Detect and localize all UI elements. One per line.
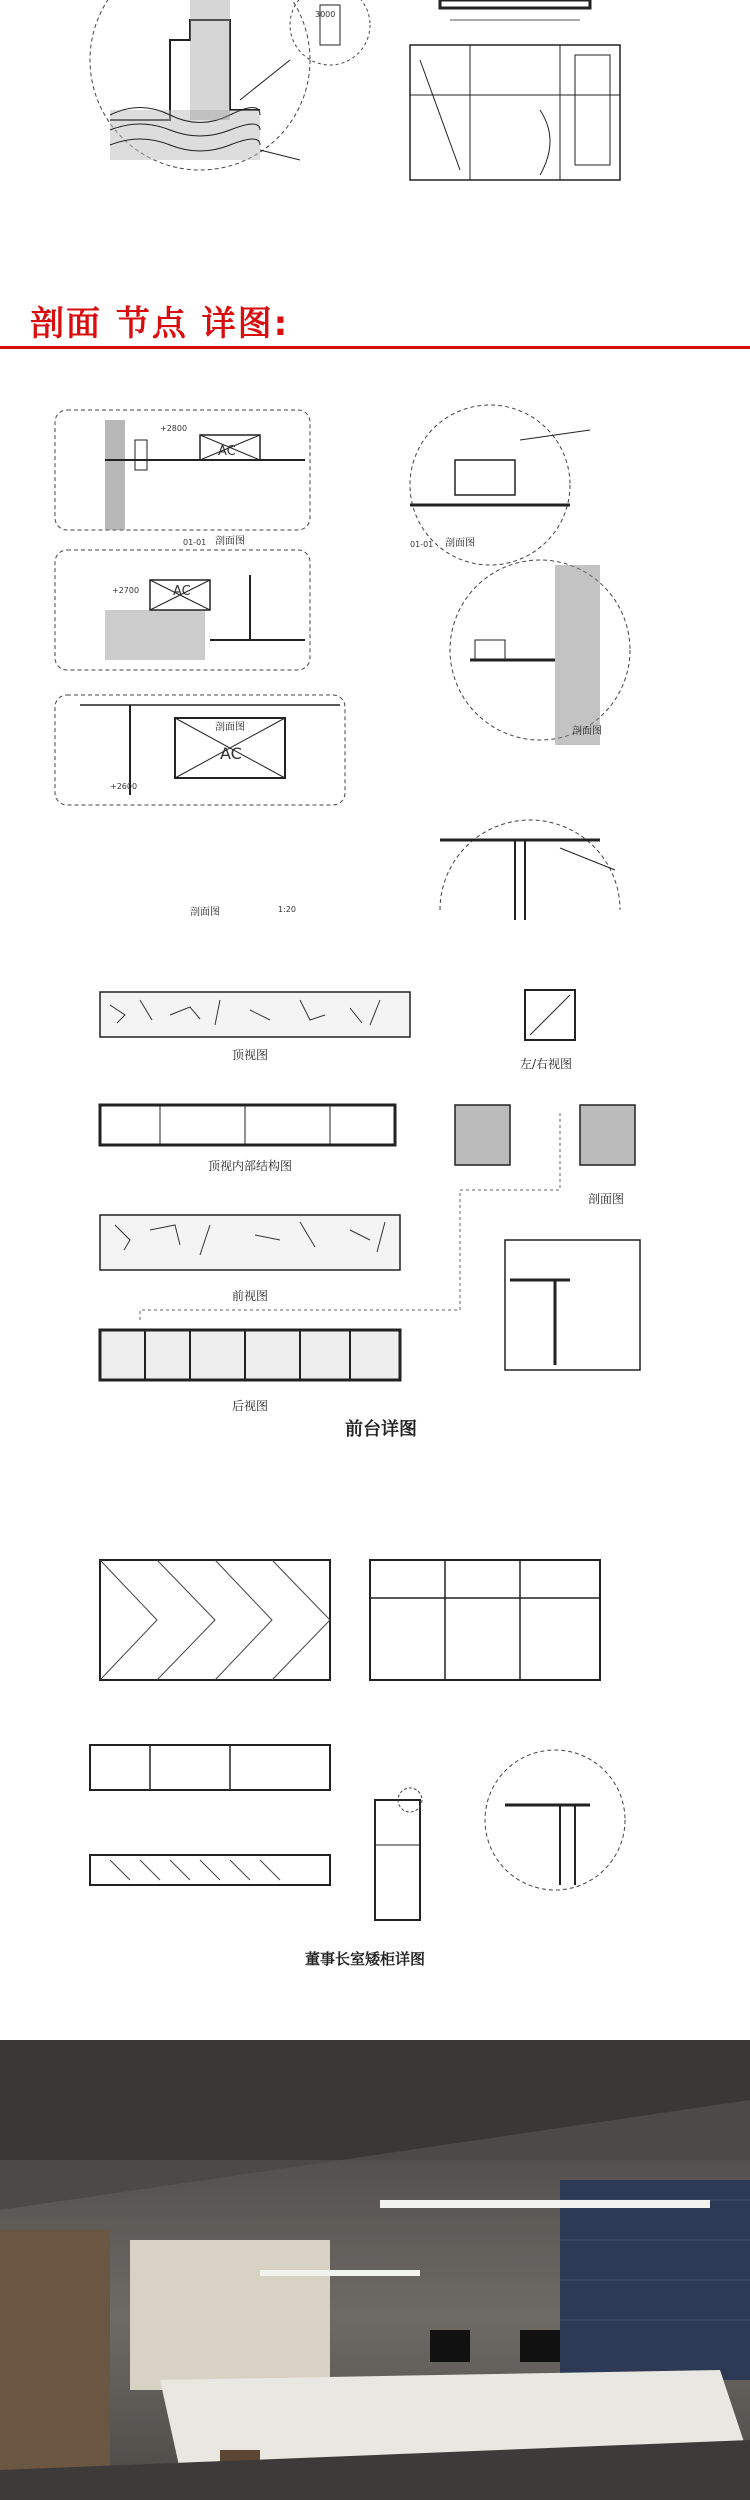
office-render-photo	[0, 2040, 750, 2500]
front-view-label: 前视图	[232, 1289, 269, 1303]
section-label-5: 剖面图	[190, 907, 220, 918]
ac-label-3: AC	[220, 744, 242, 763]
top-detail-drawings	[0, 0, 750, 260]
section-label-4: 剖面图	[572, 726, 602, 737]
section-number-1: 01-01	[183, 538, 207, 547]
ac-label-2: AC	[173, 584, 191, 599]
note-top: 3000	[315, 10, 336, 19]
cabinet-title: 董事长室矮柜详图	[305, 1950, 426, 1968]
section-detail-drawings	[0, 400, 750, 930]
scale-label: 1:20	[278, 905, 296, 914]
elev-note-1: +2800	[160, 424, 188, 433]
ac-label-1: AC	[218, 444, 236, 459]
title-underline	[0, 346, 750, 349]
elev-note-3: +2600	[110, 782, 138, 791]
section-title: 剖面 节点 详图:	[30, 304, 290, 344]
top-inner-label: 顶视内部结构图	[208, 1159, 293, 1173]
front-desk-title: 前台详图	[345, 1419, 417, 1440]
side-view-label: 左/右视图	[520, 1057, 573, 1071]
section-label-2: 剖面图	[445, 538, 475, 549]
top-view-label: 顶视图	[232, 1048, 269, 1062]
section-view-label: 剖面图	[588, 1192, 625, 1206]
section-label-1: 剖面图	[215, 536, 245, 547]
section-number-2: 01-01	[410, 540, 434, 549]
cabinet-drawings	[0, 1540, 750, 1980]
office-render-illustration	[0, 2040, 750, 2500]
elev-note-2: +2700	[112, 586, 140, 595]
back-view-label: 后视图	[232, 1399, 269, 1413]
front-desk-drawings	[0, 960, 750, 1460]
section-label-3: 剖面图	[215, 722, 245, 733]
